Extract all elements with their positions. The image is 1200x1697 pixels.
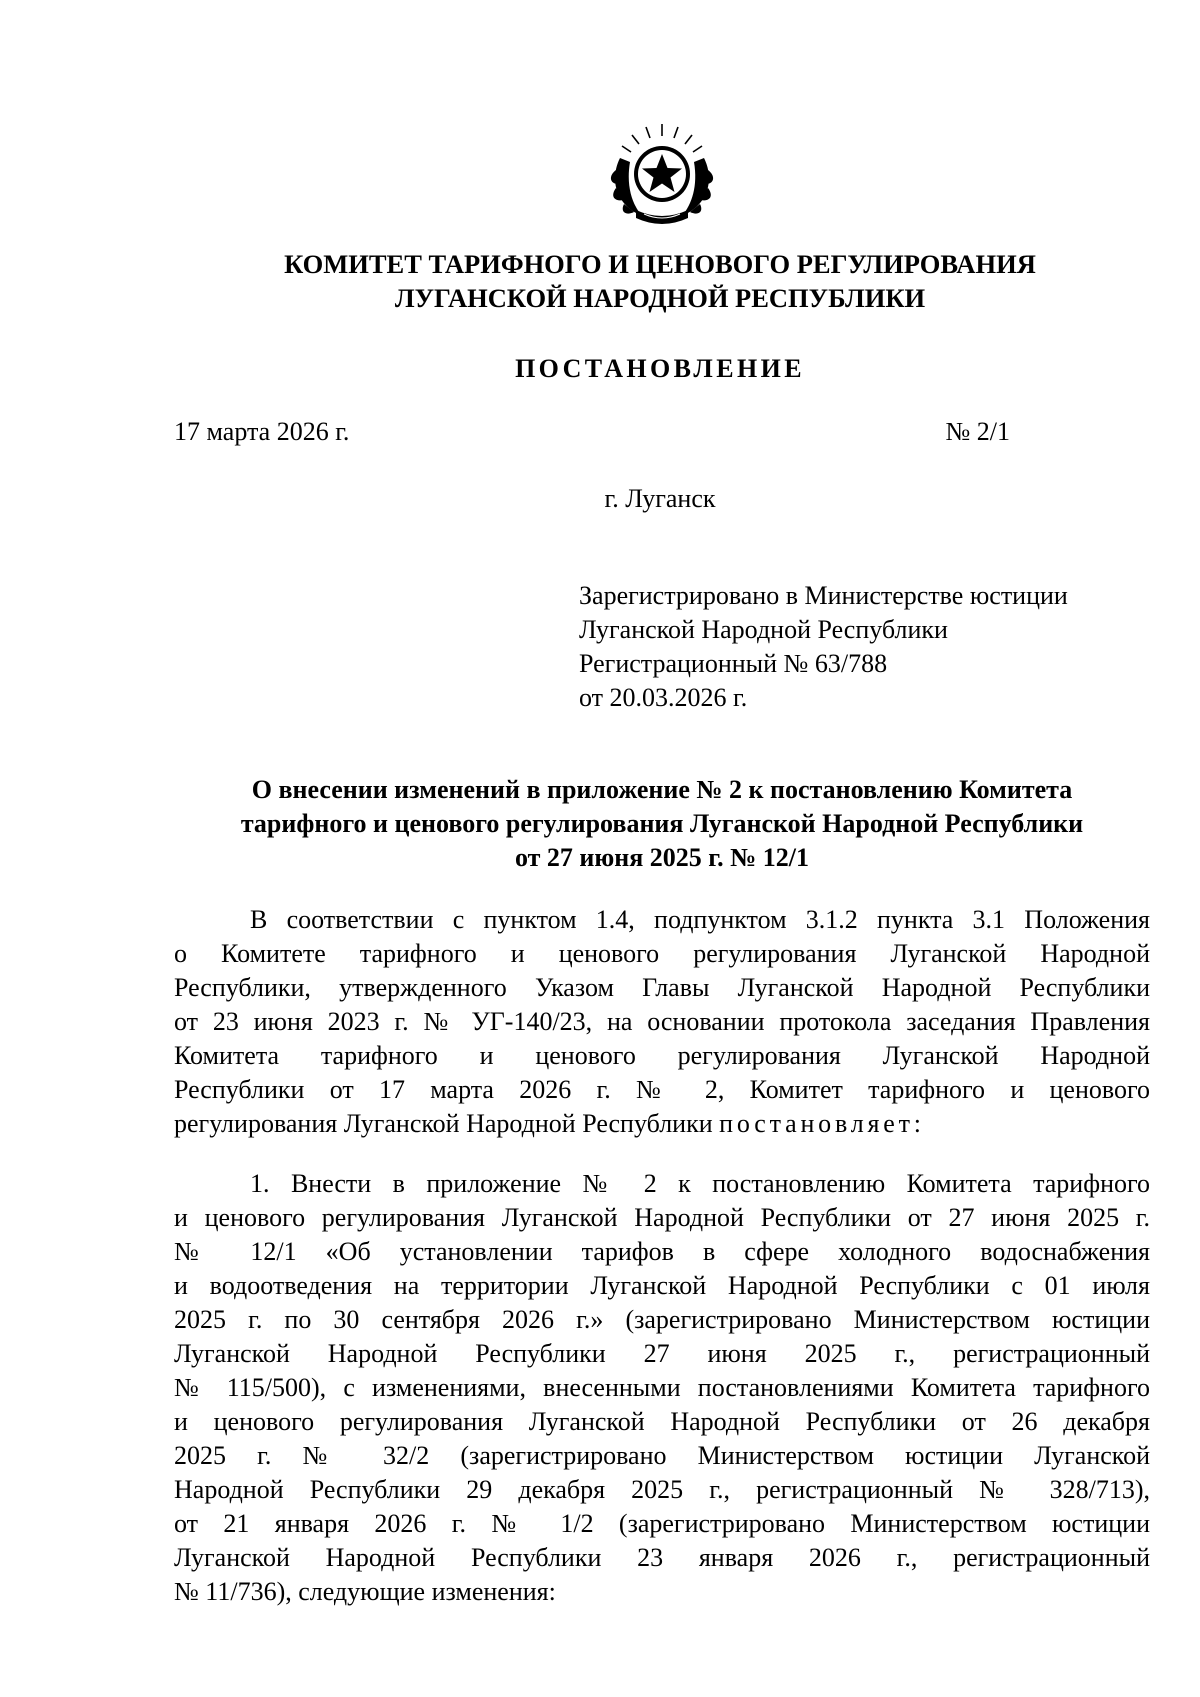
organization-name-line-2: ЛУГАНСКОЙ НАРОДНОЙ РЕСПУБЛИКИ bbox=[394, 283, 926, 313]
item-1-line: Народной Республики 29 декабря 2025 г., регистрационный № 328/713), bbox=[174, 1475, 1150, 1504]
document-city: г. Луганск bbox=[604, 484, 716, 513]
item-1-line: № 11/736), следующие изменения: bbox=[174, 1577, 556, 1606]
preamble-line: от 23 июня 2023 г. № УГ-140/23, на основании протокола заседания Правления bbox=[174, 1007, 1150, 1036]
item-1-paragraph bbox=[174, 1167, 1150, 1609]
registration-line-3: Регистрационный № 63/788 bbox=[579, 649, 888, 678]
document-title bbox=[174, 773, 1150, 875]
coat-of-arms-emblem bbox=[602, 118, 722, 228]
registration-stamp bbox=[579, 579, 1068, 715]
preamble-line: Республики, утвержденного Указом Главы Луганской Народной Республики bbox=[174, 973, 1150, 1002]
organization-name-line-1: КОМИТЕТ ТАРИФНОГО И ЦЕНОВОГО РЕГУЛИРОВАНИЯ bbox=[284, 249, 1036, 279]
item-1-line: 2025 г. по 30 сентября 2026 г.» (зарегистрировано Министерством юстиции bbox=[174, 1305, 1150, 1334]
document-title-line-1: О внесении изменений в приложение № 2 к постановлению Комитета bbox=[251, 775, 1073, 804]
preamble-last-line-text: регулирования Луганской Народной Республики bbox=[174, 1109, 713, 1138]
document-type: ПОСТАНОВЛЕНИЕ bbox=[515, 354, 805, 383]
item-1-line: Луганской Народной Республики 27 июня 2025 г., регистрационный bbox=[174, 1339, 1150, 1368]
document-title-line-3: от 27 июня 2025 г. № 12/1 bbox=[514, 843, 810, 872]
item-1-line: 1. Внести в приложение № 2 к постановлению Комитета тарифного bbox=[250, 1169, 1150, 1198]
item-1-line: № 12/1 «Об установлении тарифов в сфере холодного водоснабжения bbox=[174, 1237, 1150, 1266]
item-1-line: 2025 г. № 32/2 (зарегистрировано Министерством юстиции Луганской bbox=[174, 1441, 1150, 1470]
preamble-line: Республики от 17 марта 2026 г. № 2, Комитет тарифного и ценового bbox=[174, 1075, 1150, 1104]
document-title-line-2: тарифного и ценового регулирования Луганской Народной Республики bbox=[240, 809, 1084, 838]
preamble-line: о Комитете тарифного и ценового регулирования Луганской Народной bbox=[174, 939, 1150, 968]
decree-word: постановляет: bbox=[719, 1109, 925, 1138]
preamble-last-line bbox=[174, 1107, 1150, 1141]
registration-line-1: Зарегистрировано в Министерстве юстиции bbox=[579, 581, 1068, 610]
item-1-line: от 21 января 2026 г. № 1/2 (зарегистрировано Министерством юстиции bbox=[174, 1509, 1150, 1538]
registration-line-4: от 20.03.2026 г. bbox=[579, 683, 748, 712]
preamble-paragraph bbox=[174, 903, 1150, 1141]
item-1-line: № 115/500), с изменениями, внесенными постановлениями Комитета тарифного bbox=[174, 1373, 1150, 1402]
item-1-line: и ценового регулирования Луганской Народной Республики от 26 декабря bbox=[174, 1407, 1150, 1436]
preamble-line: Комитета тарифного и ценового регулирования Луганской Народной bbox=[174, 1041, 1150, 1070]
preamble-line: В соответствии с пунктом 1.4, подпунктом 3.1.2 пункта 3.1 Положения bbox=[250, 905, 1150, 934]
document-number: № 2/1 bbox=[945, 417, 1010, 446]
document-date: 17 марта 2026 г. bbox=[174, 417, 350, 446]
organization-name bbox=[0, 247, 1200, 315]
item-1-line: и ценового регулирования Луганской Народной Республики от 27 июня 2025 г. bbox=[174, 1203, 1150, 1232]
registration-line-2: Луганской Народной Республики bbox=[579, 615, 948, 644]
item-1-line: и водоотведения на территории Луганской Народной Республики с 01 июля bbox=[174, 1271, 1150, 1300]
item-1-line: Луганской Народной Республики 23 января 2026 г., регистрационный bbox=[174, 1543, 1150, 1572]
